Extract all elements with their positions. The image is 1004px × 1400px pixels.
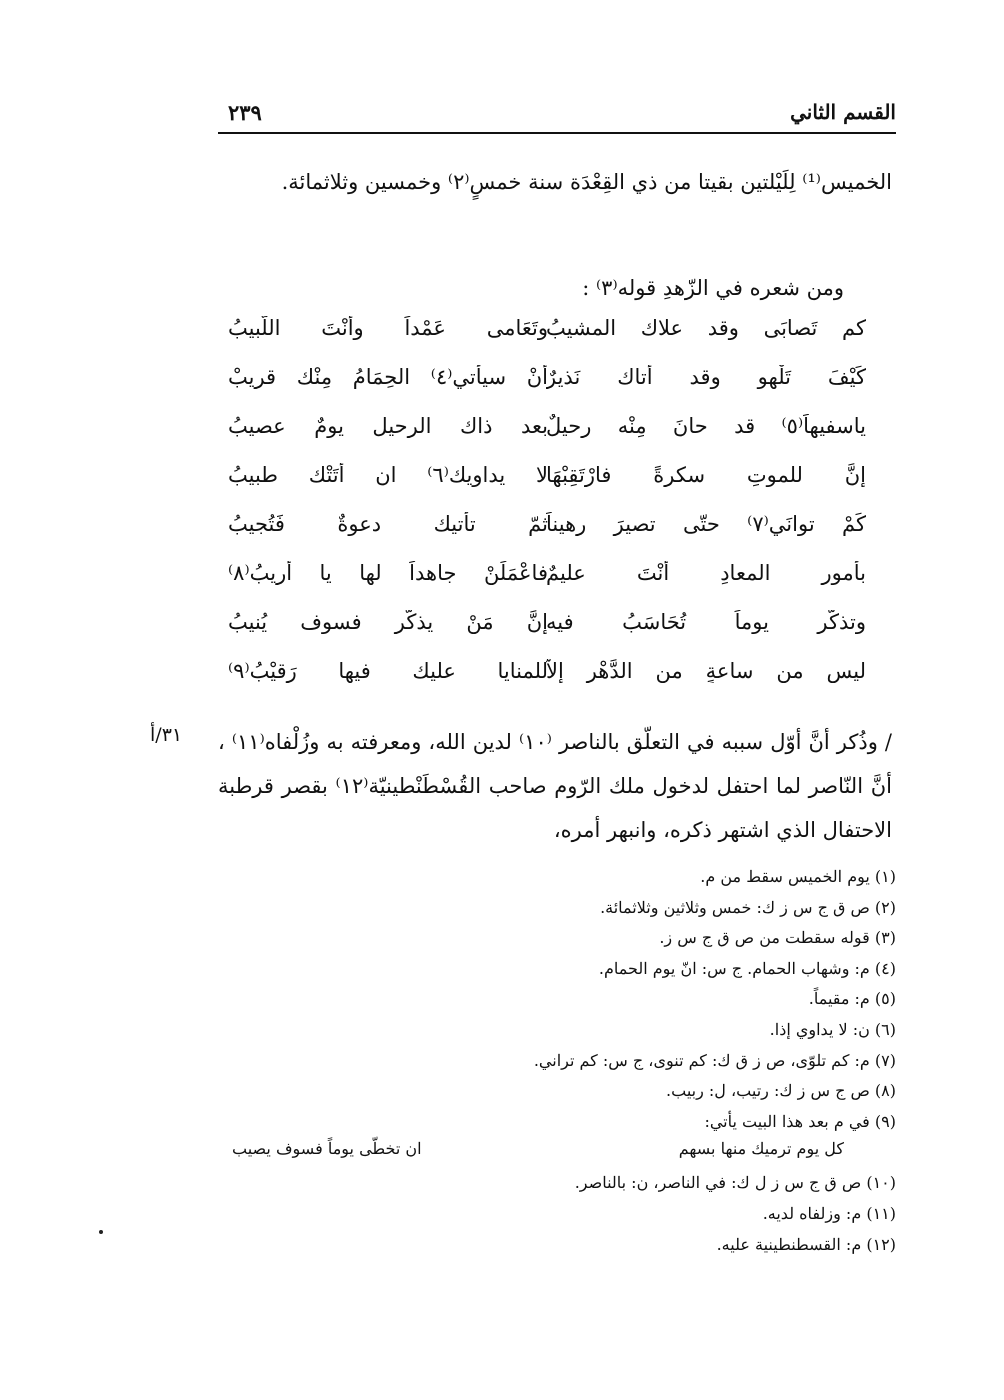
verse-second-hemistich: وتَعَامى عَمْداً وأنْتَ اللّبيبُ [228,316,548,340]
verse-second-hemistich: إنَّ مَنْ يذكّر فسوف يُنيبُ [228,610,548,634]
footnote-verse-second-hemistich: ان تخطّى يوماً فسوف يصيب [232,1139,422,1159]
verse-first-hemistich: ليس من ساعةٍ من الدَّهْر إلاّ [546,659,866,683]
footnote: (١٠) ص ق ج س ز ل ك: في الناصر، ن: بالناصر. [574,1173,896,1193]
header-rule [218,132,896,134]
poem-verse [218,506,892,555]
poem-verse [218,457,892,506]
footnote: (٩) في م بعد هذا البيت يأتي: [704,1111,896,1131]
verse-second-hemistich: للمنايا عليك فيها رَقيْبُ⁽٩⁾ [228,659,548,683]
manuscript-folio-note: ٣١/أ [150,724,183,746]
stray-ink-dot [99,1230,103,1234]
poem-verse [218,604,892,653]
section-title: القسم الثاني [790,100,896,124]
footnote: (٨) ص ج س ز ك: رتيب، ل: ربيب. [666,1081,896,1101]
verse-first-hemistich: بأمور المعادِ أنْتَ عليمٌ [546,561,866,585]
footnote: (١١) م: وزلفاه لديه. [762,1203,896,1223]
footnote: (١) يوم الخميس سقط من م. [700,867,896,886]
page-header [218,100,896,136]
footnote: (٤) م: وشهاب الحمام. ج س: انّ يوم الحمام. [598,958,896,978]
footnotes [218,862,896,1260]
footnote: (٥) م: مقيماً. [808,989,896,1009]
poem-verse [218,408,892,457]
footnote: (٣) قوله سقطت من ص ق ج س ز. [659,928,896,948]
footnote: (٦) ن: لا يداوي إذا. [769,1019,896,1039]
poem-verse [218,555,892,604]
footnote-verse [218,1137,896,1168]
poem-verse [218,310,892,359]
verse-second-hemistich: ثمّ تأتيك دعوةٌ فَتُجيبُ [228,512,548,536]
footnote: (٢) ص ق ج س ز ك: خمس وثلاثين وثلاثمائة. [600,897,896,917]
poem [218,310,892,702]
poem-verse [218,653,892,702]
paragraph-2: / وذُكر أنَّ أوّل سببه في التعلّق بالناصر ⁽١٠⁾ لدين الله، ومعرفته به وزُلْفاه⁽١١⁾ ، أنَّ النّاصر لما احتفل لدخول ملك الرّوم صاحب القُسْطَنْطينيّة⁽١٢⁾ بقصر قرطبة الاحتفال الذي اشتهر ذكره، وانبهر أمره، [218,730,892,842]
poem-intro: ومن شعره في الزّهدِ قوله⁽٣⁾ : [582,276,844,300]
verse-second-hemistich: أنْ سيأتي⁽٤⁾ الحِمَامُ مِنْك قريبْ [228,365,548,389]
verse-first-hemistich: إنَّ للموتِ سكرةً فارْتَقِبْهَا [546,463,866,487]
verse-second-hemistich: فاعْمَلَنْ جاهداً لها يا أريبُ⁽٨⁾ [228,561,548,585]
verse-first-hemistich: كَمْ توانَي⁽٧⁾ حتّى تصيرَ رهيناً [546,512,866,536]
verse-first-hemistich: كم تَصابَى وقد علاك المشيبُ [546,316,866,340]
verse-second-hemistich: لا يداويك⁽٦⁾ ان أتَتْك طبيبُ [228,463,548,487]
page-number: ٢٣٩ [228,100,262,125]
verse-first-hemistich: كَيْفَ تَلْهو وقد أتاك نَذيرٌ [546,365,866,389]
footnote: (١٢) م: القسطنطينية عليه. [716,1234,896,1254]
footnote-verse-first-hemistich: كل يوم ترميك منها بسهم [678,1139,844,1159]
paragraph-1: الخميس⁽¹⁾ لِلَيْلتين بقيتا من ذي القِعْدَة سنة خمسٍ⁽٢⁾ وخمسين وثلاثمائة. [281,170,892,194]
verse-first-hemistich: وتذكّر يوماً تُحَاسَبُ فيه [546,610,866,634]
footnote: (٧) م: كم تلوّى، ص ز ق ك: كم تنوى، ج س: كم تراني. [533,1050,896,1070]
verse-first-hemistich: ياسفيهاً⁽٥⁾ قد حانَ مِنْه رحيلٌ [546,414,866,438]
verse-second-hemistich: بعد ذاك الرحيل يومٌ عصيبُ [228,414,548,438]
poem-verse [218,359,892,408]
